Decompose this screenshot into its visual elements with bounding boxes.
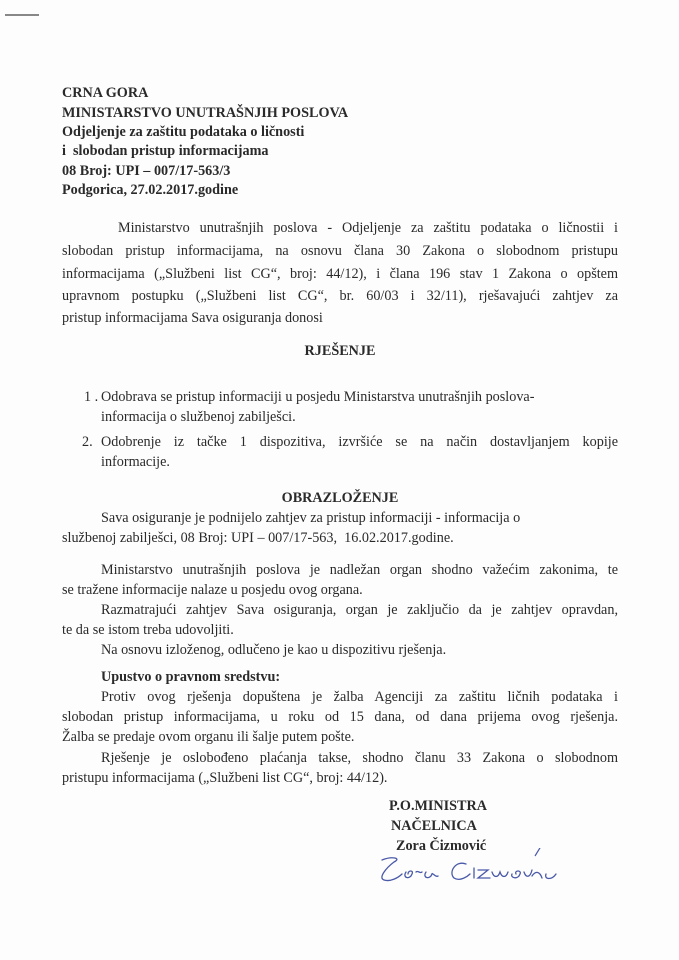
intro-line: Ministarstvo unutrašnjih poslova - Odjeljenje za zaštitu podataka o ličnostii i bbox=[118, 220, 618, 236]
item-line: Odobrenje iz tačke 1 dispozitiva, izvršiće se na način dostavljanjem kopije bbox=[101, 434, 618, 450]
signature-role: NAČELNICA bbox=[391, 818, 477, 834]
reasoning-line: Na osnovu izloženog, odlučeno je kao u dispozitivu rješenja. bbox=[101, 642, 447, 658]
intro-line: pristup informacijama Sava osiguranja donosi bbox=[62, 310, 323, 326]
signature-name: Zora Čizmović bbox=[396, 838, 487, 854]
signature-title: P.O.MINISTRA bbox=[389, 798, 488, 814]
reasoning-line: službenoj zabilješci, 08 Broj: UPI – 007/17-563, 16.02.2017.godine. bbox=[62, 530, 454, 546]
item-line: informacija o službenoj zabilješci. bbox=[101, 409, 296, 425]
item-line: informacije. bbox=[101, 454, 170, 470]
header-line: Podgorica, 27.02.2017.godine bbox=[62, 182, 239, 198]
legal-line: Protiv ovog rješenja dopuštena je žalba Agenciji za zaštitu ličnih podataka i bbox=[101, 689, 618, 705]
handwritten-signature bbox=[372, 848, 572, 888]
reasoning-title: OBRAZLOŽENJE bbox=[281, 490, 399, 506]
reasoning-line: Razmatrajući zahtjev Sava osiguranja, organ je zaključio da je zahtjev opravdan, bbox=[101, 602, 618, 618]
legal-line: slobodan pristup informacijama, u roku od 15 dana, od dana prijema ovog rješenja. bbox=[62, 709, 618, 725]
header-line: CRNA GORA bbox=[62, 85, 149, 101]
item-line: Odobrava se pristup informaciji u posjedu Ministarstva unutrašnjih poslova- bbox=[101, 389, 535, 405]
decision-title: RJEŠENJE bbox=[304, 343, 376, 359]
legal-title: Upustvo o pravnom sredstvu: bbox=[101, 669, 281, 685]
reasoning-line: Ministarstvo unutrašnjih poslova je nadležan organ shodno važećim zakonima, te bbox=[101, 562, 618, 578]
header-line: 08 Broj: UPI – 007/17-563/3 bbox=[62, 163, 231, 179]
header-line: MINISTARSTVO UNUTRAŠNJIH POSLOVA bbox=[62, 105, 349, 121]
intro-line: upravnom postupku („Službeni list CG“, br. 60/03 i 32/11), rješavajući zahtjev za bbox=[62, 288, 618, 304]
item-number: 1 . bbox=[84, 389, 99, 405]
item-number: 2. bbox=[82, 434, 93, 450]
reasoning-line: Sava osiguranje je podnijelo zahtjev za pristup informaciji - informacija o bbox=[101, 510, 521, 526]
legal-line: Rješenje je oslobođeno plaćanja takse, shodno članu 33 Zakona o slobodnom bbox=[101, 750, 618, 766]
legal-line: pristupu informacijama („Službeni list CG“, broj: 44/12). bbox=[62, 770, 388, 786]
intro-line: informacijama („Službeni list CG“, broj: 44/12), i člana 196 stav 1 Zakona o opštem bbox=[62, 266, 618, 282]
reasoning-line: te da se istom treba udovoljiti. bbox=[62, 622, 234, 638]
legal-line: Žalba se predaje ovom organu ili šalje putem pošte. bbox=[62, 729, 355, 745]
intro-line: slobodan pristup informacijama, na osnovu člana 30 Zakona o slobodnom pristupu bbox=[62, 243, 618, 259]
header-line: i slobodan pristup informacijama bbox=[62, 143, 269, 159]
reasoning-line: se tražene informacije nalaze u posjedu ovog organa. bbox=[62, 582, 363, 598]
header-line: Odjeljenje za zaštitu podataka o ličnosti bbox=[62, 124, 305, 140]
scan-mark bbox=[5, 14, 39, 16]
